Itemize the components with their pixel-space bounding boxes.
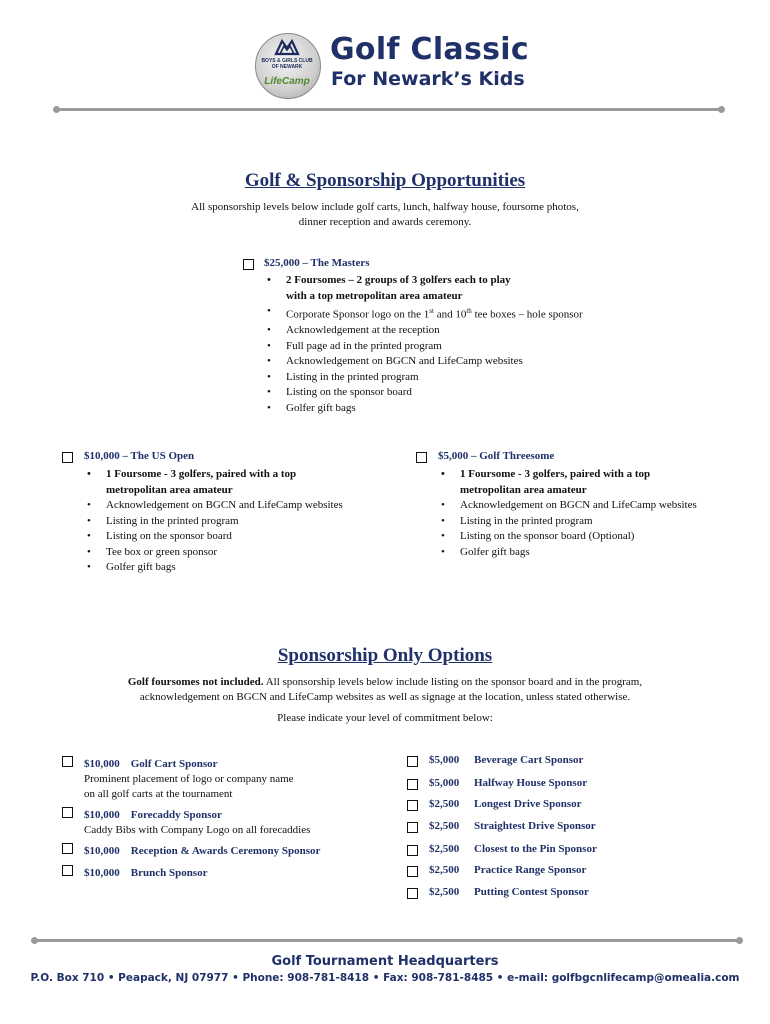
bullet-text: tee boxes – hole sponsor [471, 308, 583, 321]
bullet-text-cont: metropolitan area amateur [106, 483, 233, 496]
list-item: • Acknowledgement on BGCN and LifeCamp websites [439, 498, 759, 514]
superscript: st [429, 307, 434, 315]
list-item [439, 467, 759, 498]
option-price: $2,500 [429, 820, 460, 832]
list-item: • Acknowledgement on BGCN and LifeCamp websites [85, 498, 405, 514]
option-name: Golf Cart Sponsor [130, 758, 218, 770]
option-price: $2,500 [429, 886, 460, 898]
logo-lifecamp: LifeCamp [264, 76, 310, 87]
bullet-text-cont: metropolitan area amateur [460, 483, 587, 496]
option-price: $10,000 [84, 867, 120, 879]
checkbox-forecaddy-sponsor[interactable] [62, 807, 73, 818]
bullet-text: Corporate Sponsor logo on the 1 [286, 308, 430, 321]
option-reception-awards-sponsor [84, 841, 320, 859]
list-item [265, 304, 665, 323]
option-price: $10,000 [84, 845, 120, 857]
superscript: th [466, 307, 472, 315]
brand-title: Golf Classic [330, 32, 529, 67]
option-name: Practice Range Sponsor [474, 864, 587, 876]
option-brunch-sponsor [84, 863, 207, 881]
checkbox-golf-threesome[interactable] [416, 452, 427, 463]
checkbox-practice-range-sponsor[interactable] [407, 866, 418, 877]
bullet-text-cont: with a top metropolitan area amateur [286, 289, 463, 302]
masters-benefits [265, 273, 665, 416]
option-forecaddy-sponsor [84, 805, 310, 838]
intro-bold: Golf foursomes not included. [127, 676, 264, 688]
option-price: $5,000 [429, 754, 460, 766]
logo-org-sub: OF NEWARK [271, 64, 303, 70]
option-price: $2,500 [429, 843, 460, 855]
level-title-us-open: $10,000 – The US Open [84, 450, 195, 462]
checkbox-masters[interactable] [243, 259, 254, 270]
option-name: Closest to the Pin Sponsor [474, 843, 597, 855]
checkbox-putting-contest-sponsor[interactable] [407, 888, 418, 899]
section-heading-sponsorship-only: Sponsorship Only Options [277, 645, 493, 666]
level-title-golf-threesome: $5,000 – Golf Threesome [438, 450, 555, 462]
logo-org-text [258, 58, 316, 70]
checkbox-straightest-drive-sponsor[interactable] [407, 822, 418, 833]
list-item [265, 273, 665, 304]
list-item: • Listing on the sponsor board [265, 385, 665, 401]
bullet-text: 1 Foursome - 3 golfers, paired with a top [106, 468, 297, 480]
option-name: Longest Drive Sponsor [474, 798, 582, 810]
option-name: Halfway House Sponsor [474, 777, 588, 789]
golf-threesome-benefits [439, 467, 759, 560]
list-item: • Acknowledgement on BGCN and LifeCamp websites [265, 354, 665, 370]
logo-org-name: BOYS & GIRLS CLUB [261, 58, 313, 64]
checkbox-us-open[interactable] [62, 452, 73, 463]
section1-intro-line2: dinner reception and awards ceremony. [298, 216, 472, 228]
bullet-text: and 10 [433, 308, 467, 321]
checkbox-golf-cart-sponsor[interactable] [62, 756, 73, 767]
section2-intro [0, 675, 770, 705]
footer-contact: P.O. Box 710 • Peapack, NJ 07977 • Phone: 908-781-8418 • Fax: 908-781-8485 • e-mail: golfbgcnlifecamp@omealia.com [30, 972, 740, 984]
checkbox-beverage-cart-sponsor[interactable] [407, 756, 418, 767]
option-desc: on all golf carts at the tournament [84, 788, 233, 800]
option-price: $2,500 [429, 864, 460, 876]
list-item: • Listing in the printed program [265, 370, 665, 386]
header-rule [57, 108, 722, 111]
option-price: $2,500 [429, 798, 460, 810]
section2-intro-line2: acknowledgement on BGCN and LifeCamp websites as well as signage at the location, unless stated otherwise. [139, 691, 631, 703]
option-name: Beverage Cart Sponsor [474, 754, 584, 766]
list-item: • Tee box or green sponsor [85, 545, 405, 561]
checkbox-halfway-house-sponsor[interactable] [407, 779, 418, 790]
list-item [85, 467, 405, 498]
footer-title: Golf Tournament Headquarters [271, 954, 499, 969]
club-logo-icon [274, 38, 300, 56]
bullet-text: 2 Foursomes – 2 groups of 3 golfers each to play [286, 274, 511, 286]
list-item: • Full page ad in the printed program [265, 339, 665, 355]
option-price: $5,000 [429, 777, 460, 789]
footer-rule-right-dot [736, 937, 743, 944]
checkbox-reception-awards-sponsor[interactable] [62, 843, 73, 854]
section-heading-golf-sponsorship: Golf & Sponsorship Opportunities [244, 170, 526, 191]
list-item: • Golfer gift bags [265, 401, 665, 417]
footer-rule [35, 939, 740, 942]
option-price: $10,000 [84, 809, 120, 821]
list-item: • Golfer gift bags [85, 560, 405, 576]
list-item: • Golfer gift bags [439, 545, 759, 561]
brand-subtitle: For Newark’s Kids [331, 68, 525, 90]
option-name: Reception & Awards Ceremony Sponsor [130, 845, 321, 857]
option-name: Forecaddy Sponsor [130, 809, 222, 821]
section1-intro [0, 200, 770, 230]
header-rule-right-dot [718, 106, 725, 113]
commitment-instruction: Please indicate your level of commitment below: [277, 712, 493, 724]
option-name: Putting Contest Sponsor [474, 886, 589, 898]
checkbox-closest-to-pin-sponsor[interactable] [407, 845, 418, 856]
option-golf-cart-sponsor [84, 754, 294, 802]
option-name: Straightest Drive Sponsor [474, 820, 596, 832]
level-title-masters: $25,000 – The Masters [264, 257, 370, 269]
bullet-text: 1 Foursome - 3 golfers, paired with a top [460, 468, 651, 480]
list-item: • Listing on the sponsor board [85, 529, 405, 545]
list-item: • Acknowledgement at the reception [265, 323, 665, 339]
us-open-benefits [85, 467, 405, 576]
option-name: Brunch Sponsor [130, 867, 208, 879]
option-desc: Prominent placement of logo or company name [84, 773, 294, 785]
intro-rest: All sponsorship levels below include listing on the sponsor board and in the program, [263, 676, 643, 688]
list-item: • Listing in the printed program [439, 514, 759, 530]
list-item: • Listing in the printed program [85, 514, 405, 530]
checkbox-brunch-sponsor[interactable] [62, 865, 73, 876]
list-item: • Listing on the sponsor board (Optional) [439, 529, 759, 545]
option-desc: Caddy Bibs with Company Logo on all forecaddies [84, 824, 311, 836]
section2-intro-line1 [0, 675, 770, 690]
checkbox-longest-drive-sponsor[interactable] [407, 800, 418, 811]
option-price: $10,000 [84, 758, 120, 770]
section1-intro-line1: All sponsorship levels below include golf carts, lunch, halfway house, foursome photos, [191, 201, 579, 213]
